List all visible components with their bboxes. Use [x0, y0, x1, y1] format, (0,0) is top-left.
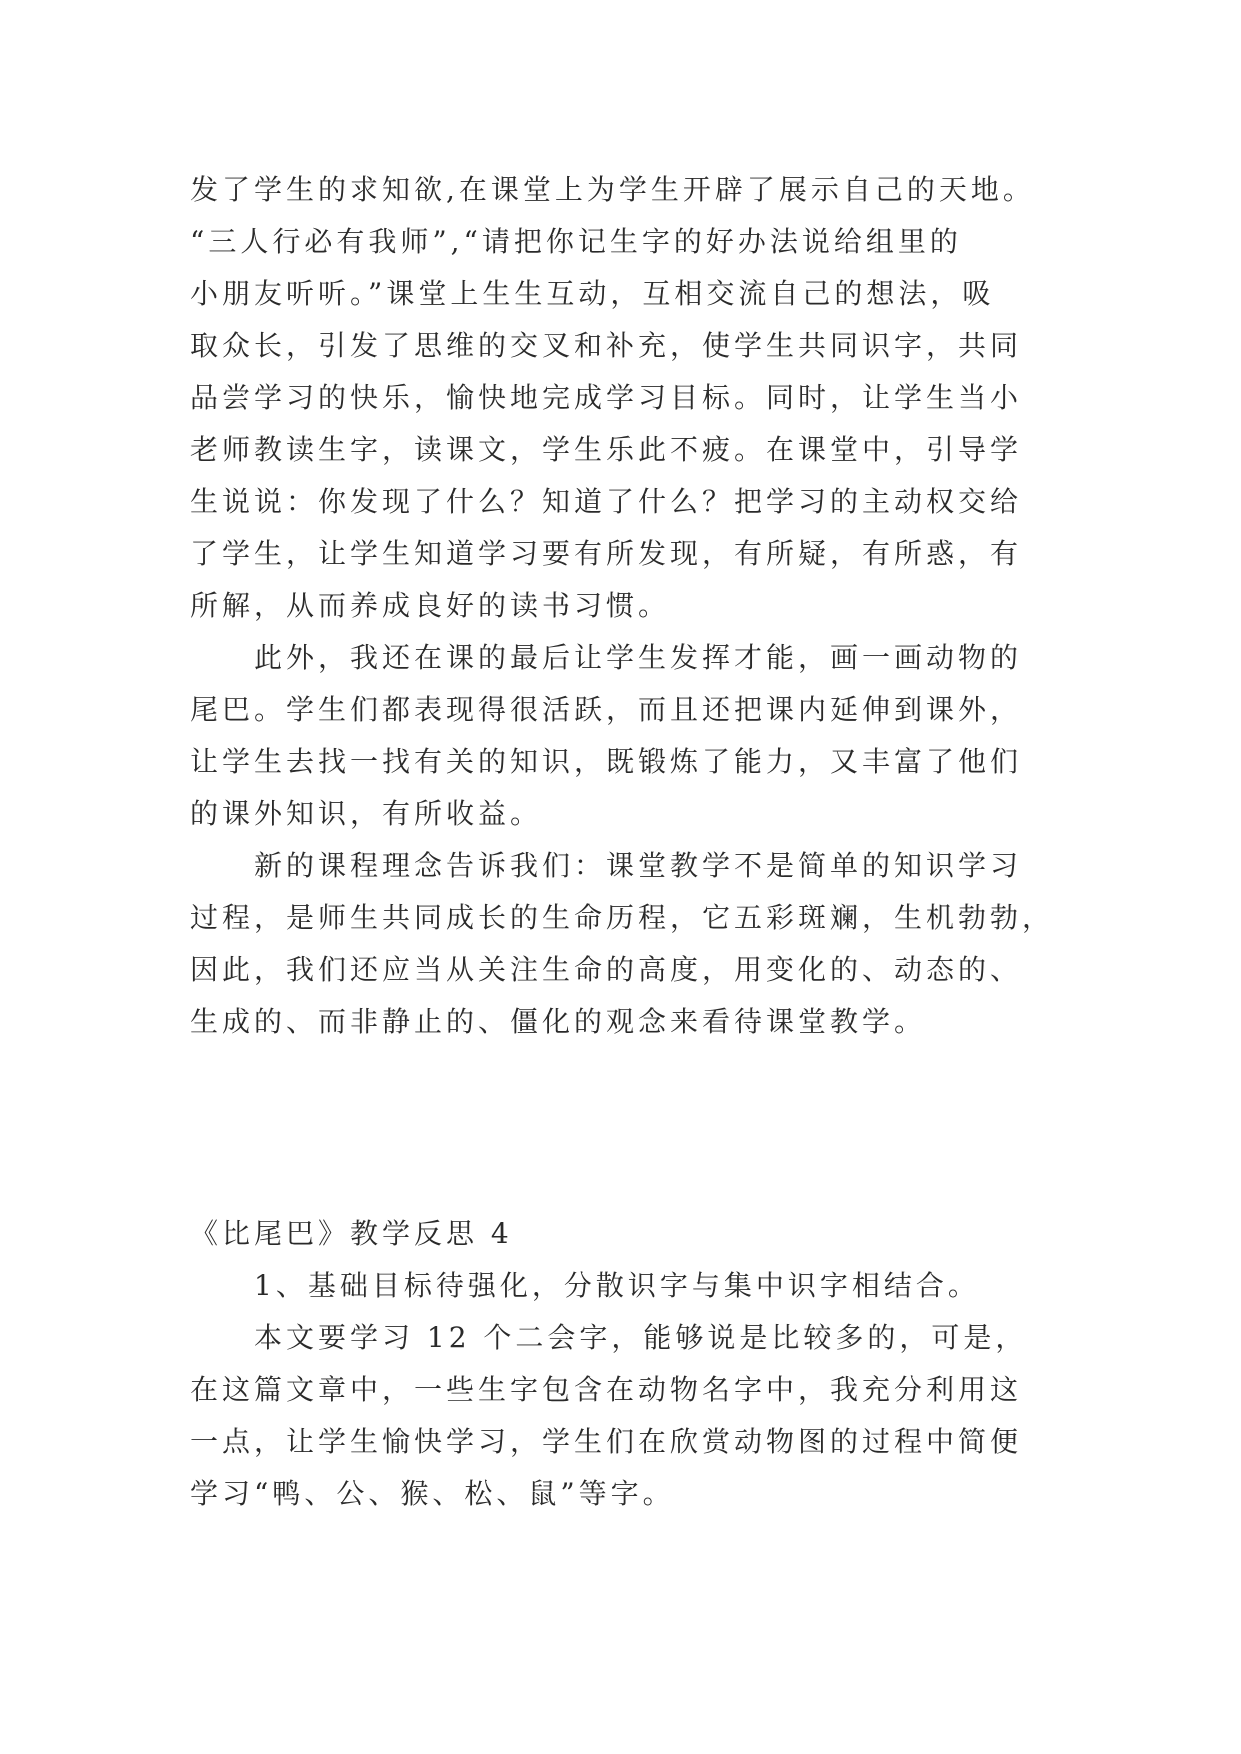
text-line: 老师教读生字，读课文，学生乐此不疲。在课堂中，引导学	[190, 433, 1023, 466]
section-block	[190, 1208, 1070, 1520]
text-line: 小朋友听听。”课堂上生生互动，互相交流自己的想法，吸	[190, 277, 995, 310]
text-line: 一点，让学生愉快学习，学生们在欣赏动物图的过程中简便	[190, 1425, 1023, 1458]
text-line: 的课外知识，有所收益。	[190, 797, 543, 830]
text-line: 生成的、而非静止的、僵化的观念来看待课堂教学。	[190, 1005, 927, 1038]
text-line: “三人行必有我师”,“请把你记生字的好办法说给组里的	[190, 225, 962, 258]
text-line: 学习“鸭、公、猴、松、鼠”等字。	[190, 1477, 675, 1510]
text-line: 品尝学习的快乐，愉快地完成学习目标。同时，让学生当小	[190, 381, 1023, 414]
text-line: 生说说：你发现了什么？知道了什么？把学习的主动权交给	[190, 485, 1023, 518]
paragraph-first-line: 1、基础目标待强化，分散识字与集中识字相结合。	[254, 1269, 980, 1302]
paragraph-first-line: 此外，我还在课的最后让学生发挥才能，画一画动物的	[254, 641, 1023, 674]
paragraph-first-line: 新的课程理念告诉我们：课堂教学不是简单的知识学习	[254, 849, 1023, 882]
text-line: 尾巴。学生们都表现得很活跃，而且还把课内延伸到课外，	[190, 693, 1023, 726]
section-heading: 《比尾巴》教学反思 4	[190, 1217, 513, 1250]
text-line: 因此，我们还应当从关注生命的高度，用变化的、动态的、	[190, 953, 1023, 986]
text-line: 取众长，引发了思维的交叉和补充，使学生共同识字，共同	[190, 329, 1023, 362]
text-line: 过程，是师生共同成长的生命历程，它五彩斑斓，生机勃勃，	[190, 901, 1055, 934]
text-line: 让学生去找一找有关的知识，既锻炼了能力，又丰富了他们	[190, 745, 1023, 778]
body-text-block	[190, 164, 1070, 1048]
text-line: 了学生，让学生知道学习要有所发现，有所疑，有所惑，有	[190, 537, 1023, 570]
text-line: 所解，从而养成良好的读书习惯。	[190, 589, 671, 622]
text-line: 发了学生的求知欲,在课堂上为学生开辟了展示自己的天地。	[190, 173, 1035, 206]
text-line: 在这篇文章中，一些生字包含在动物名字中，我充分利用这	[190, 1373, 1023, 1406]
paragraph-first-line: 本文要学习 12 个二会字，能够说是比较多的，可是，	[254, 1321, 1028, 1354]
